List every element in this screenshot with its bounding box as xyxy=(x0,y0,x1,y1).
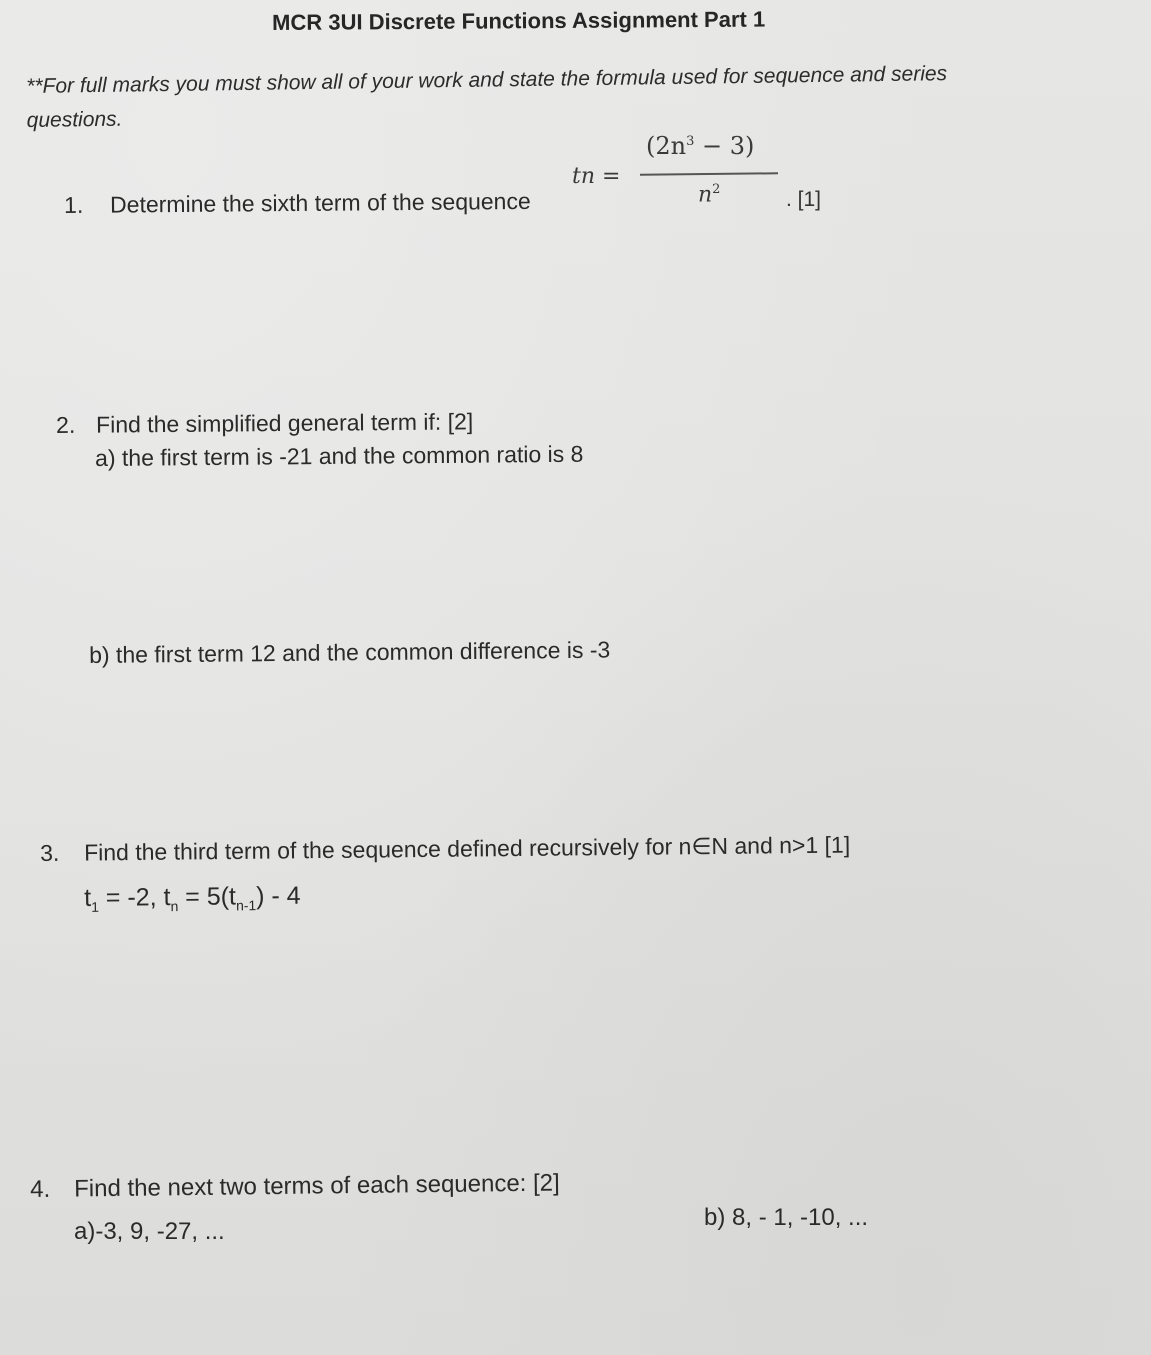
question-1-text: Determine the sixth term of the sequence xyxy=(109,187,531,218)
recursive-tn-value: = 5(t xyxy=(178,882,237,912)
formula-numerator xyxy=(646,132,754,160)
recursive-tn-rest: ) - 4 xyxy=(256,881,301,911)
question-4-text: Find the next two terms of each sequence: [2] xyxy=(73,1169,560,1203)
question-2-text: Find the simplified general term if: [2] xyxy=(95,408,474,438)
formula-denominator xyxy=(698,182,720,207)
question-3-recursive-formula xyxy=(84,882,301,915)
formula-numerator-rest: − 3) xyxy=(694,132,755,160)
question-2 xyxy=(56,408,473,439)
question-3-number: 3. xyxy=(40,839,60,866)
question-2-number: 2. xyxy=(56,411,76,438)
recursive-tn1-subscript: n-1 xyxy=(235,897,257,914)
question-4-part-a: a)-3, 9, -27, ... xyxy=(74,1218,225,1245)
page-title: MCR 3UI Discrete Functions Assignment Part 1 xyxy=(272,6,766,35)
recursive-t1-value: = -2, t xyxy=(98,883,171,912)
formula-numerator-base: (2n xyxy=(646,132,687,160)
question-1 xyxy=(64,188,531,219)
formula-denominator-base: n xyxy=(698,182,713,208)
formula-lhs-text: tn = xyxy=(572,164,621,189)
recursive-tn-subscript: n xyxy=(170,898,179,915)
formula-lhs xyxy=(572,164,620,189)
question-4 xyxy=(30,1170,560,1204)
question-4-part-b: b) 8, - 1, -10, ... xyxy=(704,1204,869,1231)
question-2-part-a: a) the first term is -21 and the common ratio is 8 xyxy=(95,440,584,471)
formula-numerator-exponent: 3 xyxy=(686,134,695,149)
formula-denominator-exponent: 2 xyxy=(712,182,721,197)
recursive-t1-label: t xyxy=(84,883,92,912)
recursive-t1-subscript: 1 xyxy=(91,898,100,915)
fraction-bar xyxy=(640,172,778,175)
question-2-part-b: b) the first term 12 and the common difference is -3 xyxy=(89,636,611,668)
question-3 xyxy=(40,832,850,867)
question-3-text: Find the third term of the sequence defined recursively for n∈N and n>1 [1] xyxy=(83,831,851,866)
question-1-marks: . [1] xyxy=(786,188,822,211)
question-1-number: 1. xyxy=(64,191,84,218)
instructions-note: **For full marks you must show all of your work and state the formula used for sequence and series questions. xyxy=(26,62,948,132)
question-4-number: 4. xyxy=(30,1175,51,1203)
